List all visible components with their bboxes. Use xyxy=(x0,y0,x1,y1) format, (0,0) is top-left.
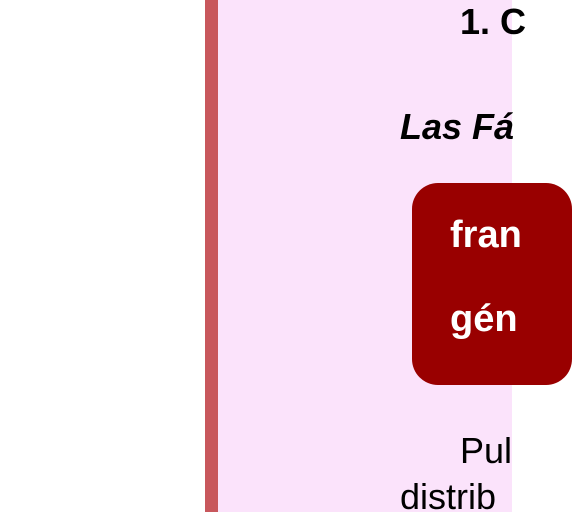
work-title: Las Fá xyxy=(400,106,515,147)
highlight-line: fran xyxy=(450,214,522,256)
body-text-line: Pul xyxy=(460,430,513,471)
page-margin xyxy=(0,0,205,512)
body-text-line: distrib xyxy=(400,476,497,517)
highlight-line: gén xyxy=(450,298,518,340)
content-panel xyxy=(218,0,527,517)
section-heading: 1. C xyxy=(460,1,527,42)
panel-left-border xyxy=(205,0,218,512)
highlight-box xyxy=(412,183,572,385)
